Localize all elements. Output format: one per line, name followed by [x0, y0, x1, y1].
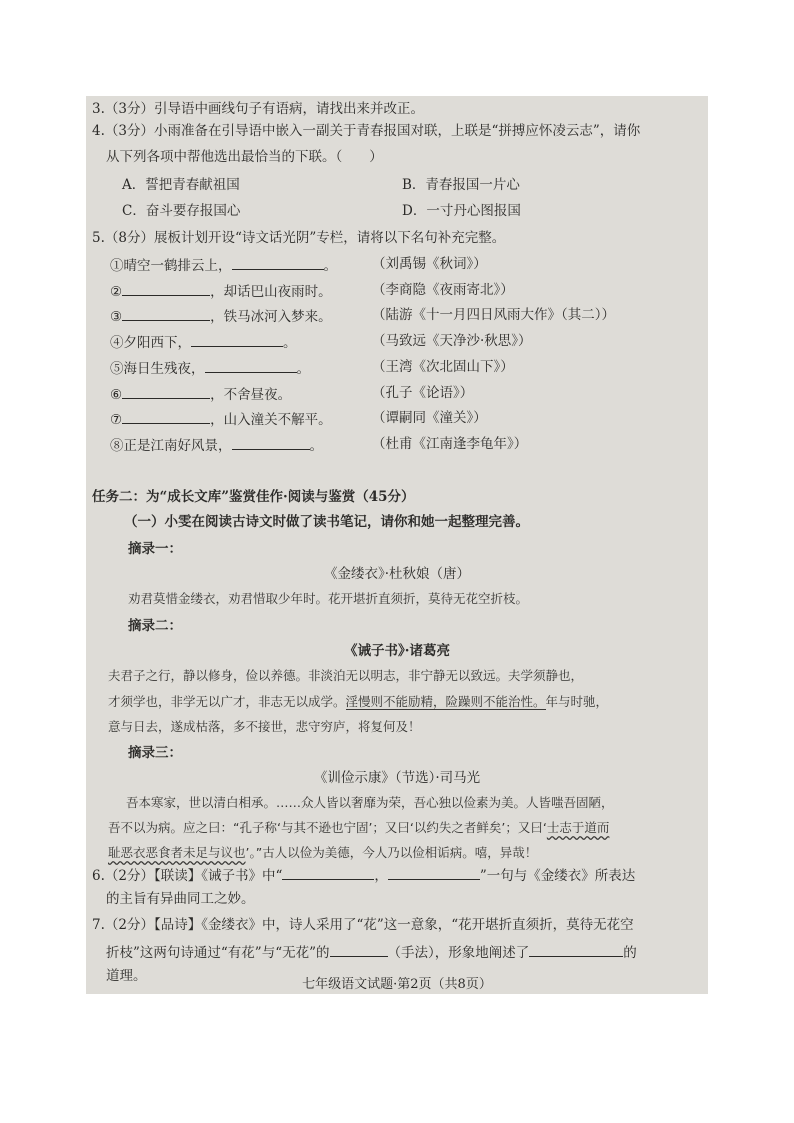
verse-7: ⑦ ，山入潼关不解平。: [110, 409, 332, 429]
verse-6-source: （孔子《论语》）: [372, 385, 474, 401]
excerpt-2-title: 《诫子书》·诸葛亮: [344, 643, 450, 659]
answer-blank[interactable]: [205, 358, 297, 373]
excerpt-3-line2: 吾不以为病。应之曰：“孔子称‘与其不逊也宁固’；又曰‘以约失之者鲜矣’；又曰‘士志于道而: [108, 820, 610, 835]
question-5-intro: 5.（8分）展板计划开设“诗文话光阴”专栏，请将以下名句补充完整。: [92, 230, 506, 246]
answer-blank[interactable]: [232, 255, 324, 270]
answer-blank[interactable]: [388, 865, 480, 880]
option-c: C．奋斗要存报国心: [122, 203, 241, 219]
question-6-line1: 6.（2分）【联读】《诫子书》中“ ， ”一句与《金缕衣》所表达: [92, 865, 635, 885]
excerpt-3-title: 《训俭示康》（节选）·司马光: [313, 770, 481, 786]
excerpt-3-label: 摘录三：: [128, 745, 182, 761]
verse-8-source: （杜甫《江南逢李龟年》）: [372, 436, 528, 452]
excerpt-2-line3: 意与日去，遂成枯落，多不接世，悲守穷庐，将复何及！: [108, 719, 421, 734]
wavy-underlined-text: 耻恶衣恶食者未足与议也: [108, 845, 246, 860]
question-4-line1: 4.（3分）小雨准备在引导语中嵌入一副关于青春报国对联，上联是“拼搏应怀凌云志”，请你: [92, 123, 641, 139]
task-2-heading: 任务二：为“成长文库”鉴赏佳作·阅读与鉴赏（45分）: [92, 489, 415, 505]
page-footer: 七年级语文试题·第2页（共8页）: [302, 977, 492, 992]
question-7-line2: 折枝”这两句诗通过“有花”与“无花”的 （手法），形象地阐述了 的: [106, 942, 637, 962]
excerpt-2-line2: 才须学也，非学无以广才，非志无以成学。淫慢则不能励精，险躁则不能治性。年与时驰，: [108, 694, 609, 709]
question-4-line2: 从下列各项中帮他选出最恰当的下联。（ ）: [106, 149, 383, 165]
excerpt-1-title: 《金缕衣》·杜秋娘（唐）: [323, 566, 471, 582]
underlined-sentence: 淫慢则不能励精，险躁则不能治性。: [345, 694, 546, 709]
question-7-line3: 道理。: [106, 968, 147, 984]
excerpt-2-line1: 夫君子之行，静以修身，俭以养德。非淡泊无以明志，非宁静无以致远。夫学须静也，: [108, 668, 584, 683]
answer-blank[interactable]: [191, 332, 283, 347]
excerpt-3-line1: 吾本寒家，世以清白相承。……众人皆以奢靡为荣，吾心独以俭素为美。人皆嗤吾固陋，: [126, 795, 614, 810]
excerpt-1-label: 摘录一：: [128, 541, 182, 557]
verse-5: ⑤海日生残夜， 。: [110, 358, 310, 378]
verse-2-source: （李商隐《夜雨寄北》）: [372, 282, 514, 298]
verse-5-source: （王湾《次北固山下》）: [372, 359, 514, 375]
excerpt-2-label: 摘录二：: [128, 618, 182, 634]
answer-blank[interactable]: [122, 409, 210, 424]
answer-blank[interactable]: [122, 281, 210, 296]
verse-1-source: （刘禹锡《秋词》）: [372, 256, 487, 272]
verse-8: ⑧正是江南好风景， 。: [110, 435, 323, 455]
excerpt-1-text: 劝君莫惜金缕衣，劝君惜取少年时。花开堪折直须折，莫待无花空折枝。: [128, 591, 529, 606]
question-7-line1: 7.（2分）【品诗】《金缕衣》中，诗人采用了“花”这一意象，“花开堪折直须折，莫待无花空: [92, 917, 634, 933]
answer-blank[interactable]: [529, 942, 623, 957]
answer-blank[interactable]: [330, 942, 388, 957]
part-1-heading: （一）小雯在阅读古诗文时做了读书笔记，请你和她一起整理完善。: [124, 514, 529, 530]
verse-3-source: （陆游《十一月四日风雨大作》（其二））: [372, 307, 615, 323]
verse-1: ①晴空一鹤排云上， 。: [110, 255, 337, 275]
answer-blank[interactable]: [282, 865, 374, 880]
answer-blank[interactable]: [232, 435, 310, 450]
option-d: D．一寸丹心图报国: [402, 203, 521, 219]
verse-7-source: （谭嗣同《潼关》）: [372, 410, 487, 426]
wavy-underlined-text: 士志于道而: [546, 820, 610, 835]
verse-4-source: （马致远《天净沙·秋思》）: [372, 333, 532, 349]
verse-3: ③ ，铁马冰河入梦来。: [110, 306, 332, 326]
exam-page: [86, 96, 708, 994]
option-a: A．誓把青春献祖国: [122, 177, 240, 193]
verse-2: ② ，却话巴山夜雨时。: [110, 281, 332, 301]
option-b: B．青春报国一片心: [402, 177, 520, 193]
question-3: 3.（3分）引导语中画线句子有语病，请找出来并改正。: [92, 101, 424, 117]
answer-blank[interactable]: [122, 384, 210, 399]
question-6-line2: 的主旨有异曲同工之妙。: [106, 891, 255, 907]
answer-blank[interactable]: [122, 306, 210, 321]
verse-6: ⑥ ，不舍昼夜。: [110, 384, 291, 404]
excerpt-3-line3: 耻恶衣恶食者未足与议也’。”古人以俭为美德，今人乃以俭相诟病。嘻，异哉！: [108, 845, 538, 860]
verse-4: ④夕阳西下， 。: [110, 332, 297, 352]
